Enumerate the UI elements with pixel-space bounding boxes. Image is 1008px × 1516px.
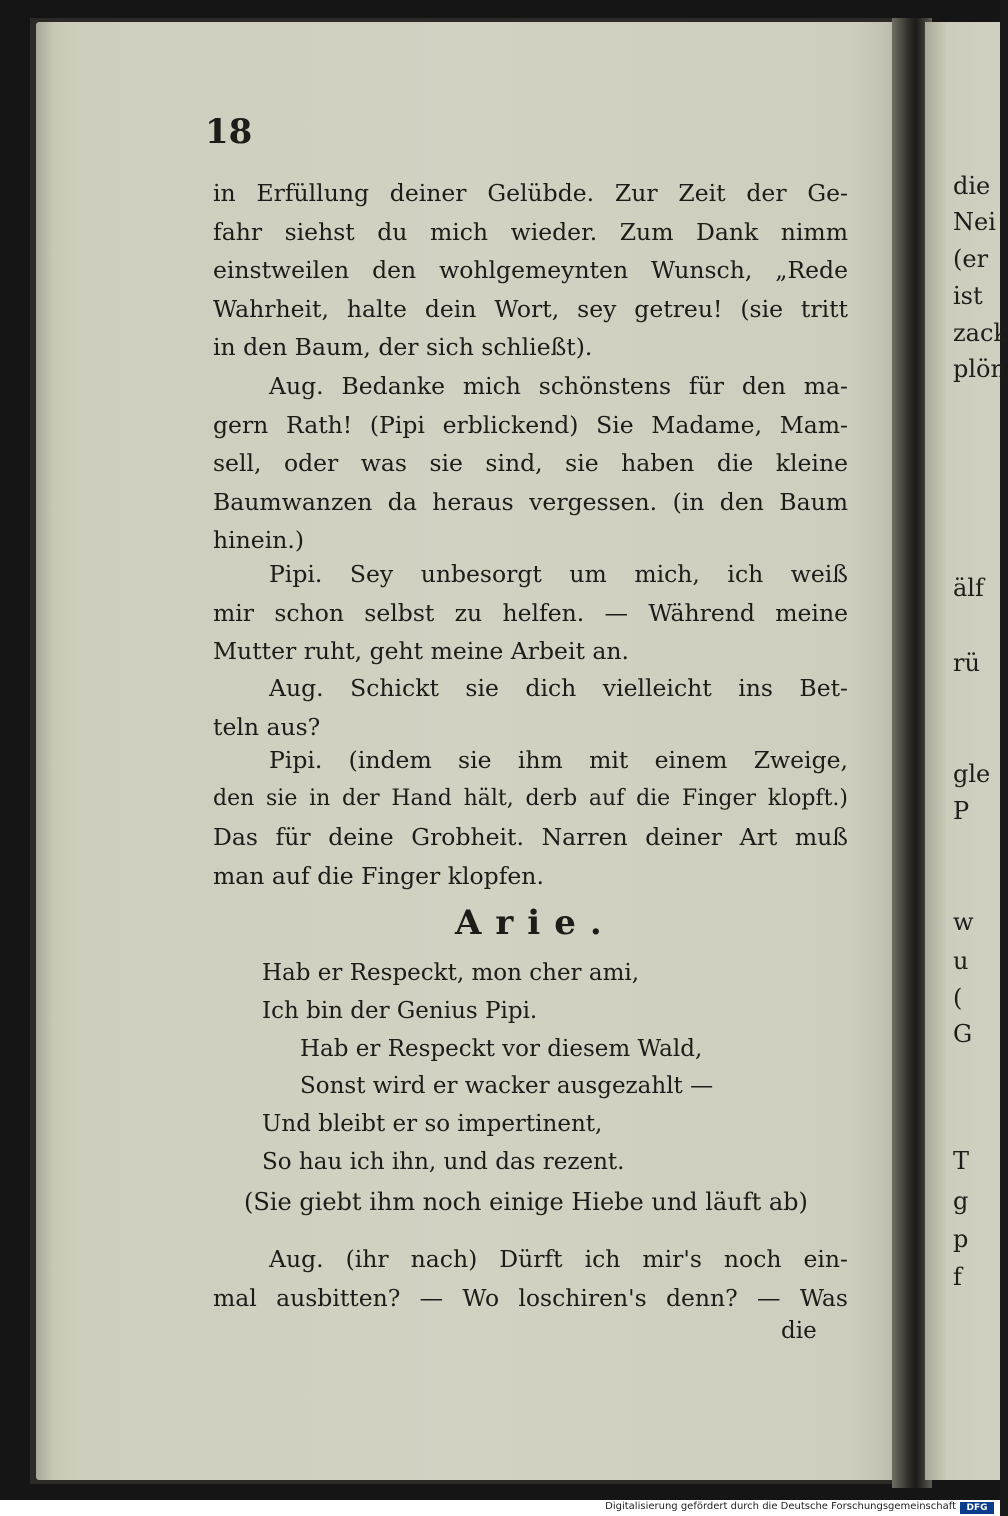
catchword: die: [781, 1318, 817, 1344]
right-fragment: Nei: [953, 208, 996, 236]
right-fragment: zack: [953, 319, 1008, 347]
text-line: Aug. Schickt sie dich vielleicht ins Bet-: [269, 674, 848, 702]
right-fragment: ist: [953, 282, 983, 310]
paragraph-pipi-1: [213, 555, 848, 671]
text-line: in Erfüllung deiner Gelübde. Zur Zeit der Ge-: [213, 179, 848, 207]
aria-line: Sonst wird er wacker ausgezahlt —: [300, 1073, 714, 1099]
text-line: Pipi. (indem sie ihm mit einem Zweige,: [269, 746, 848, 774]
footer-credit: Digitalisierung gefördert durch die Deutsche Forschungsgemeinschaft: [605, 1501, 956, 1512]
aria-line: So hau ich ihn, und das rezent.: [262, 1149, 625, 1175]
paragraph-aug-2: [213, 669, 848, 746]
right-fragment: älf: [953, 574, 984, 602]
aria-line: Hab er Respeckt, mon cher ami,: [262, 960, 640, 986]
right-fragment: die: [953, 172, 991, 200]
text-line: Aug. (ihr nach) Dürft ich mir's noch ein-: [269, 1245, 848, 1273]
paragraph-pipi-2: [213, 741, 848, 895]
footer-bar: [0, 1500, 1000, 1516]
text-line: in den Baum, der sich schließt).: [213, 333, 593, 362]
right-fragment: u: [953, 947, 969, 975]
text-line: Mutter ruht, geht meine Arbeit an.: [213, 637, 630, 666]
aria-heading: Arie.: [455, 903, 616, 943]
right-fragment: p: [953, 1225, 969, 1253]
right-fragment: T: [953, 1147, 970, 1175]
right-fragment: (er: [953, 245, 989, 273]
right-fragment: P: [953, 797, 970, 825]
right-fragment: rü: [953, 649, 980, 677]
text-line: sell, oder was sie sind, sie haben die kleine: [213, 449, 848, 478]
right-fragment: G: [953, 1020, 973, 1048]
text-line: Pipi. Sey unbesorgt um mich, ich weiß: [269, 560, 848, 588]
text-line: Baumwanzen da heraus vergessen. (in den Baum: [213, 487, 848, 516]
right-fragment: plön: [953, 355, 1006, 383]
aria-line: Und bleibt er so impertinent,: [262, 1111, 603, 1137]
right-fragment: w: [953, 908, 974, 936]
text-line: hinein.): [213, 526, 304, 555]
dfg-logo-icon: DFG: [960, 1502, 994, 1514]
text-line: den sie in der Hand hält, derb auf die Finger klopft.): [213, 785, 848, 811]
text-line: mal ausbitten? — Wo loschiren's denn? — Was: [213, 1283, 848, 1312]
right-fragment: f: [953, 1263, 962, 1291]
stage-direction: (Sie giebt ihm noch einige Hiebe und läuft ab): [244, 1188, 808, 1216]
right-fragment: g: [953, 1187, 969, 1215]
text-line: fahr siehst du mich wieder. Zum Dank nimm: [213, 217, 848, 246]
text-line: Wahrheit, halte dein Wort, sey getreu! (sie tritt: [213, 294, 848, 323]
text-line: Aug. Bedanke mich schönstens für den ma-: [269, 372, 848, 400]
text-line: einstweilen den wohlgemeynten Wunsch, „Rede: [213, 256, 848, 285]
text-line: mir schon selbst zu helfen. — Während meine: [213, 598, 848, 627]
right-page-edge: [925, 22, 1008, 1480]
aria-line: Ich bin der Genius Pipi.: [262, 998, 538, 1024]
right-fragment: gle: [953, 760, 991, 788]
text-line: teln aus?: [213, 712, 321, 741]
right-fragment: (: [953, 984, 963, 1012]
paragraph-opening: [213, 174, 848, 367]
page-number: 18: [205, 112, 253, 152]
aria-line: Hab er Respeckt vor diesem Wald,: [300, 1036, 703, 1062]
text-line: gern Rath! (Pipi erblickend) Sie Madame, Mam-: [213, 410, 848, 439]
text-line: Das für deine Grobheit. Narren deiner Art muß: [213, 823, 848, 852]
paragraph-aug-1: [213, 367, 848, 560]
text-line: man auf die Finger klopfen.: [213, 861, 544, 890]
paragraph-aug-3: [213, 1240, 848, 1317]
